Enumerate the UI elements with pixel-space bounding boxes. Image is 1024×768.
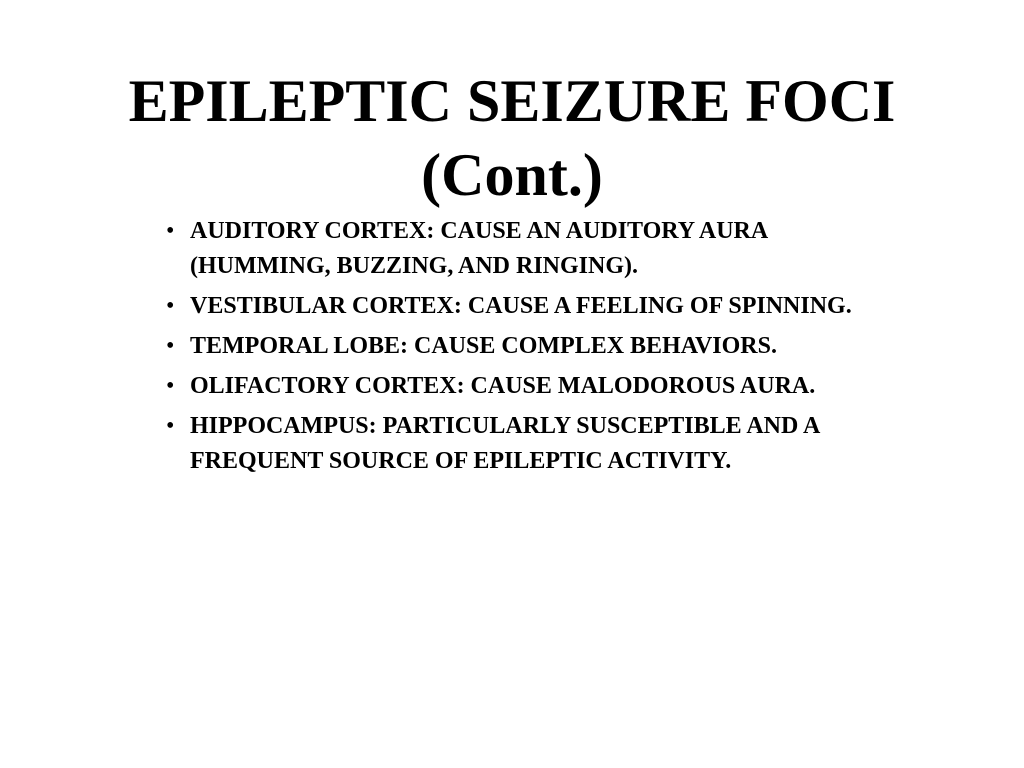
bullet-text: VESTIBULAR CORTEX: CAUSE A FEELING OF SPINNING. (190, 293, 852, 319)
bullet-item-temporal-lobe (162, 329, 892, 364)
bullet-text: TEMPORAL LOBE: CAUSE COMPLEX BEHAVIORS. (190, 333, 777, 359)
bullet-item-olifactory-cortex (162, 369, 892, 404)
bullet-marker: • (166, 333, 175, 359)
bullet-marker: • (166, 373, 175, 399)
slide-title (0, 64, 1024, 212)
bullet-marker: • (166, 218, 175, 244)
slide-title-line-2: (Cont.) (421, 142, 603, 208)
bullet-text: OLIFACTORY CORTEX: CAUSE MALODOROUS AURA. (190, 373, 816, 399)
bullet-item-hippocampus (162, 409, 892, 479)
bullet-item-vestibular-cortex (162, 289, 892, 324)
bullet-item-auditory-cortex (162, 214, 892, 284)
slide-title-line-1: EPILEPTIC SEIZURE FOCI (128, 68, 896, 134)
bullet-marker: • (166, 413, 175, 439)
bullet-text: HIPPOCAMPUS: PARTICULARLY SUSCEPTIBLE AND A FREQUENT SOURCE OF EPILEPTIC ACTIVITY. (190, 413, 820, 474)
bullet-list (162, 214, 892, 484)
bullet-text: AUDITORY CORTEX: CAUSE AN AUDITORY AURA (HUMMING, BUZZING, AND RINGING). (190, 218, 767, 279)
bullet-marker: • (166, 293, 175, 319)
